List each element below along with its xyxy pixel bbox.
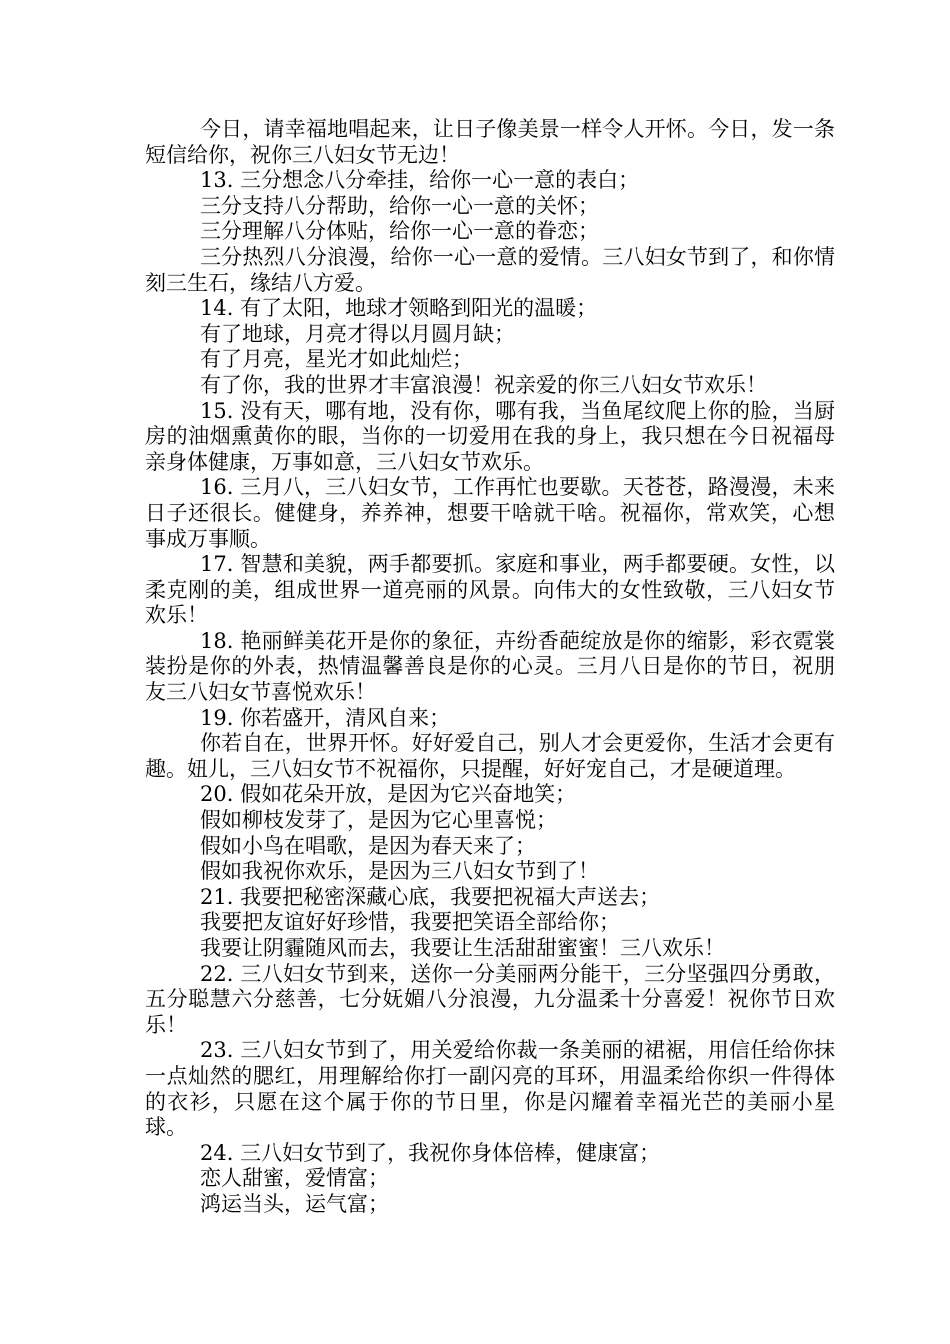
paragraph: 20. 假如花朵开放，是因为它兴奋地笑；: [200, 782, 577, 807]
paragraph: 14. 有了太阳，地球才领略到阳光的温暖；: [200, 296, 598, 321]
paragraph: 15. 没有天，哪有地，没有你，哪有我，当鱼尾纹爬上你的脸，当厨房的油烟熏黄你的眼，当你的一切爱用在我的身上，我只想在今日祝福母亲身体健康，万事如意，三八妇女节欢乐。: [145, 398, 835, 474]
paragraph: 有了月亮，星光才如此灿烂；: [200, 347, 473, 372]
paragraph: 21. 我要把秘密深藏心底，我要把祝福大声送去；: [200, 884, 661, 909]
paragraph: 恋人甜蜜，爱情富；: [200, 1166, 389, 1191]
paragraph: 你若自在，世界开怀。好好爱自己，别人才会更爱你，生活才会更有趣。妞儿，三八妇女节不祝福你，只提醒，好好宠自己，才是硬道理。: [145, 731, 835, 781]
paragraph: 有了你，我的世界才丰富浪漫！祝亲爱的你三八妇女节欢乐！: [200, 372, 767, 397]
paragraph: 13. 三分想念八分牵挂，给你一心一意的表白；: [200, 168, 640, 193]
paragraph: 我要让阴霾随风而去，我要让生活甜甜蜜蜜！三八欢乐！: [200, 936, 725, 960]
paragraph: 鸿运当头，运气富；: [200, 1191, 389, 1216]
document-page: [145, 117, 835, 1218]
paragraph: 23. 三八妇女节到了，用关爱给你裁一条美丽的裙裾，用信任给你抹一点灿然的腮红，用理解给你打一副闪亮的耳环，用温柔给你织一件得体的衣衫，只愿在这个属于你的节日里，你是闪耀着幸福光芒的美丽小星球。: [145, 1038, 835, 1140]
paragraph: 三分支持八分帮助，给你一心一意的关怀；: [200, 193, 599, 218]
paragraph: 今日，请幸福地唱起来，让日子像美景一样令人开怀。今日，发一条短信给你，祝你三八妇女节无边！: [145, 117, 835, 167]
paragraph: 16. 三月八，三八妇女节，工作再忙也要歇。天苍苍，路漫漫，未来日子还很长。健健身，养养神，想要干啥就干啥。祝福你，常欢笑，心想事成万事顺。: [145, 475, 835, 551]
paragraph: 我要把友谊好好珍惜，我要把笑语全部给你；: [200, 910, 620, 935]
paragraph: 有了地球，月亮才得以月圆月缺；: [200, 321, 515, 346]
paragraph: 19. 你若盛开，清风自来；: [200, 705, 451, 730]
paragraph: 18. 艳丽鲜美花开是你的象征，卉纷香葩绽放是你的缩影，彩衣霓裳装扮是你的外表，热情温馨善良是你的心灵。三月八日是你的节日，祝朋友三八妇女节喜悦欢乐！: [145, 628, 835, 705]
paragraph: 假如柳枝发芽了，是因为它心里喜悦；: [200, 808, 557, 833]
paragraph: 22. 三八妇女节到来，送你一分美丽两分能干，三分坚强四分勇敢，五分聪慧六分慈善，七分妩媚八分浪漫，九分温柔十分喜爱！祝你节日欢乐！: [145, 961, 835, 1037]
paragraph: 24. 三八妇女节到了，我祝你身体倍棒，健康富；: [200, 1140, 661, 1165]
paragraph: 假如小鸟在唱歌，是因为春天来了；: [200, 833, 536, 858]
paragraph: 17. 智慧和美貌，两手都要抓。家庭和事业，两手都要硬。女性，以柔克刚的美，组成世界一道亮丽的风景。向伟大的女性致敬，三八妇女节欢乐！: [145, 552, 835, 628]
paragraph: 三分理解八分体贴，给你一心一意的眷恋；: [200, 219, 599, 244]
paragraph: 三分热烈八分浪漫，给你一心一意的爱情。三八妇女节到了，和你情刻三生石，缘结八方爱。: [145, 244, 835, 295]
paragraph: 假如我祝你欢乐，是因为三八妇女节到了！: [200, 859, 599, 884]
